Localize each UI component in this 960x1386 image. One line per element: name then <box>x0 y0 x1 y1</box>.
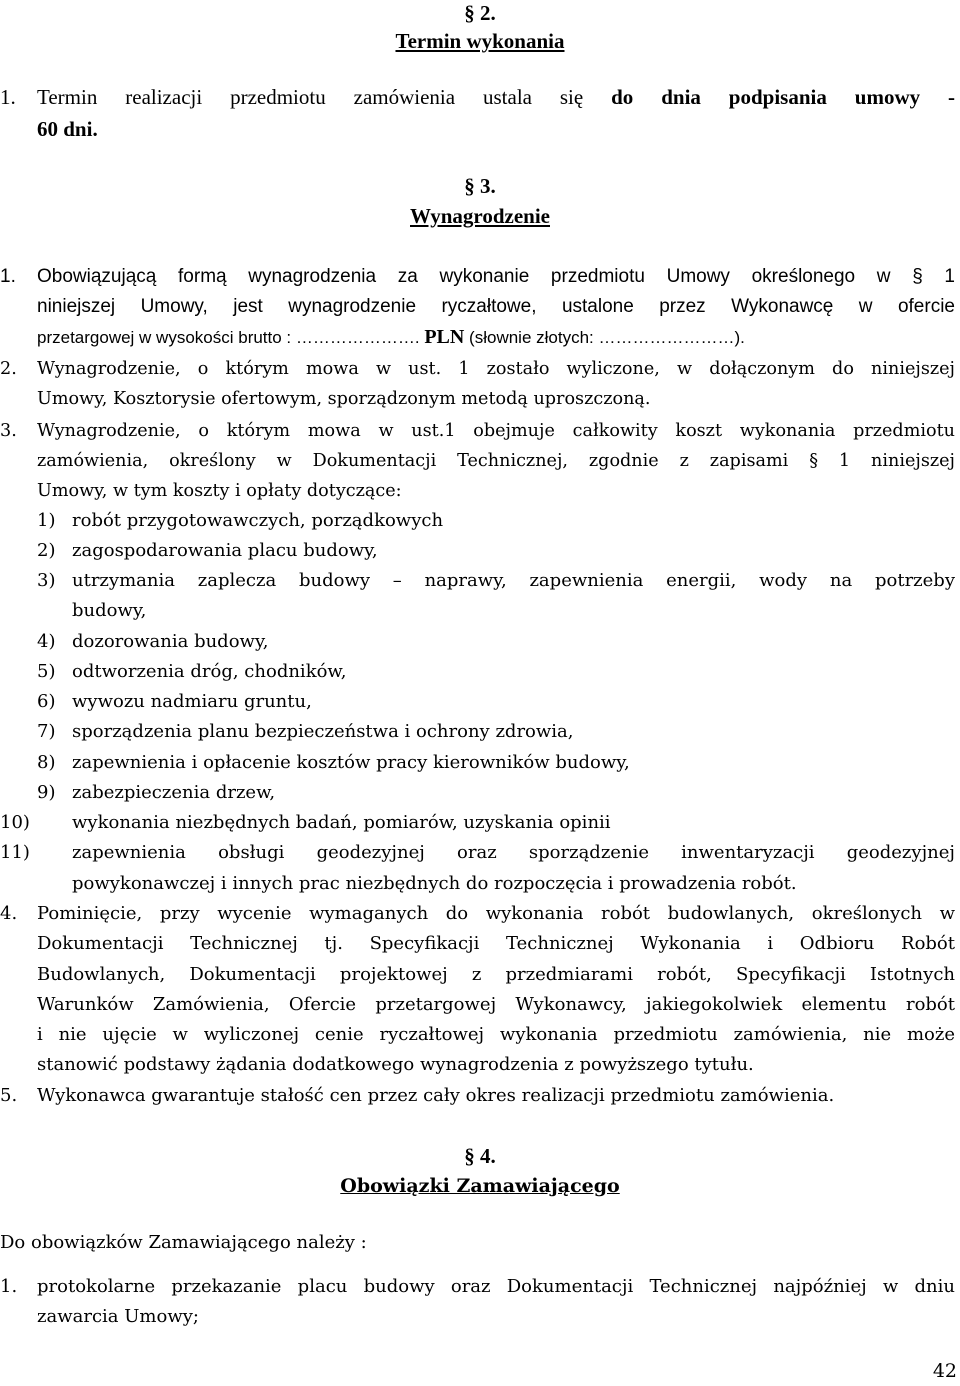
section-title: Termin wykonania <box>395 29 565 53</box>
s3-item-1-line-3 <box>37 322 745 353</box>
item-line-1: Wynagrodzenie, o którym mowa w ust. 1 zostało wyliczone, w dołączonym do niniejszej <box>37 359 955 379</box>
amount-label: przetargowej w wysokości brutto : …………………. <box>37 328 425 347</box>
sub-item-number: 7) <box>37 721 56 742</box>
item-number: 4. <box>0 903 18 924</box>
sub-item-number: 5) <box>37 661 56 682</box>
section-2-heading <box>0 0 960 56</box>
item-number: 1. <box>0 266 16 287</box>
sub-item-text: dozorowania budowy, <box>72 631 269 652</box>
section-4-heading <box>0 1142 960 1202</box>
sub-item-text: zabezpieczenia drzew, <box>72 782 276 803</box>
section-number: § 4. <box>464 1144 496 1168</box>
s3-item-3-line-3: Umowy, w tym koszty i opłaty dotyczące: <box>37 481 402 501</box>
item-number: 1. <box>0 1276 18 1297</box>
item-line-1: Pominięcie, przy wycenie wymaganych do wykonania robót budowlanych, określonych w <box>37 903 955 924</box>
item-line-3: Budowlanych, Dokumentacji projektowej z przedmiarami robót, Specyfikacji Istotnych <box>37 964 955 985</box>
s4-item-1-line-2: zawarcia Umowy; <box>37 1306 199 1327</box>
currency: PLN <box>424 326 465 348</box>
sub-item-number: 8) <box>37 752 56 773</box>
item-line-2: niniejszej Umowy, jest wynagrodzenie ryczałtowe, ustalone przez Wykonawcę w ofercie <box>37 296 955 317</box>
s2-item-1-cont: 60 dni. <box>37 117 98 141</box>
sub-item-text: wykonania niezbędnych badań, pomiarów, uzyskania opinii <box>72 812 611 833</box>
item-text-plain: Termin realizacji przedmiotu zamówienia ustala się <box>37 85 584 109</box>
sub-item-text: wywozu nadmiaru gruntu, <box>72 691 312 712</box>
sub-item-text: zapewnienia obsługi geodezyjnej oraz sporządzenie inwentaryzacji geodezyjnej <box>72 842 955 863</box>
section-3-heading <box>0 172 960 232</box>
item-line-1: protokolarne przekazanie placu budowy oraz Dokumentacji Technicznej najpóźniej w dniu <box>37 1276 955 1297</box>
s3-item-5-text: Wykonawca gwarantuje stałość cen przez cały okres realizacji przedmiotu zamówienia. <box>37 1085 835 1106</box>
section-number: § 2. <box>464 1 496 25</box>
item-text <box>37 82 955 112</box>
item-number: 2. <box>0 359 17 379</box>
s4-intro: Do obowiązków Zamawiającego należy : <box>0 1232 367 1253</box>
section-title: Obowiązki Zamawiającego <box>340 1175 620 1197</box>
sub-item-number: 9) <box>37 782 56 803</box>
sub-item-number: 4) <box>37 631 56 652</box>
sub-item-text-cont: budowy, <box>72 600 147 621</box>
item-text-bold: do dnia podpisania umowy - <box>611 85 956 109</box>
section-title: Wynagrodzenie <box>410 204 550 228</box>
item-line-1: Obowiązującą formą wynagrodzenia za wykonanie przedmiotu Umowy określonego w § 1 <box>37 266 955 287</box>
sub-item-text: robót przygotowawczych, porządkowych <box>72 510 444 531</box>
item-number: 3. <box>0 421 17 441</box>
sub-item-number: 2) <box>37 540 56 561</box>
sub-item-number: 3) <box>37 570 56 591</box>
sub-item-number: 11) <box>0 842 30 863</box>
sub-item-text-cont: powykonawczej i innych prac niezbędnych do rozpoczęcia i prowadzenia robót. <box>72 873 797 894</box>
s3-item-2-line-2: Umowy, Kosztorysie ofertowym, sporządzonym metodą uproszczoną. <box>37 389 651 409</box>
sub-item-number: 6) <box>37 691 56 712</box>
sub-item-text: utrzymania zaplecza budowy – naprawy, zapewnienia energii, wody na potrzeby <box>72 570 955 591</box>
item-line-5: i nie ujęcie w wyliczonej cenie ryczałtowej wykonania przedmiotu zamówienia, nie może <box>37 1024 955 1045</box>
s3-item-5-number: 5. <box>0 1085 18 1106</box>
item-line-2: Dokumentacji Technicznej tj. Specyfikacji Technicznej Wykonania i Odbioru Robót <box>37 933 955 954</box>
item-number: 1. <box>0 85 16 109</box>
item-line-2: zamówienia, określony w Dokumentacji Technicznej, zgodnie z zapisami § 1 niniejszej <box>37 451 955 471</box>
amount-words-label: (słownie złotych: ……………………). <box>464 328 745 347</box>
page-number: 42 <box>932 1360 957 1382</box>
section-number: § 3. <box>464 174 496 198</box>
sub-item-text: zapewnienia i opłacenie kosztów pracy kierowników budowy, <box>72 752 630 773</box>
sub-item-number: 1) <box>37 510 56 531</box>
sub-item-text: sporządzenia planu bezpieczeństwa i ochrony zdrowia, <box>72 721 574 742</box>
sub-item-text: zagospodarowania placu budowy, <box>72 540 378 561</box>
sub-item-text: odtworzenia dróg, chodników, <box>72 661 347 682</box>
sub-item-number: 10) <box>0 812 30 833</box>
item-line-1: Wynagrodzenie, o którym mowa w ust.1 obejmuje całkowity koszt wykonania przedmiotu <box>37 421 955 441</box>
s3-item-4-line-6: stanowić podstawy żądania dodatkowego wynagrodzenia z powyższego tytułu. <box>37 1054 754 1075</box>
item-line-4: Warunków Zamówienia, Ofercie przetargowej Wykonawcy, jakiegokolwiek elementu robót <box>37 994 955 1015</box>
